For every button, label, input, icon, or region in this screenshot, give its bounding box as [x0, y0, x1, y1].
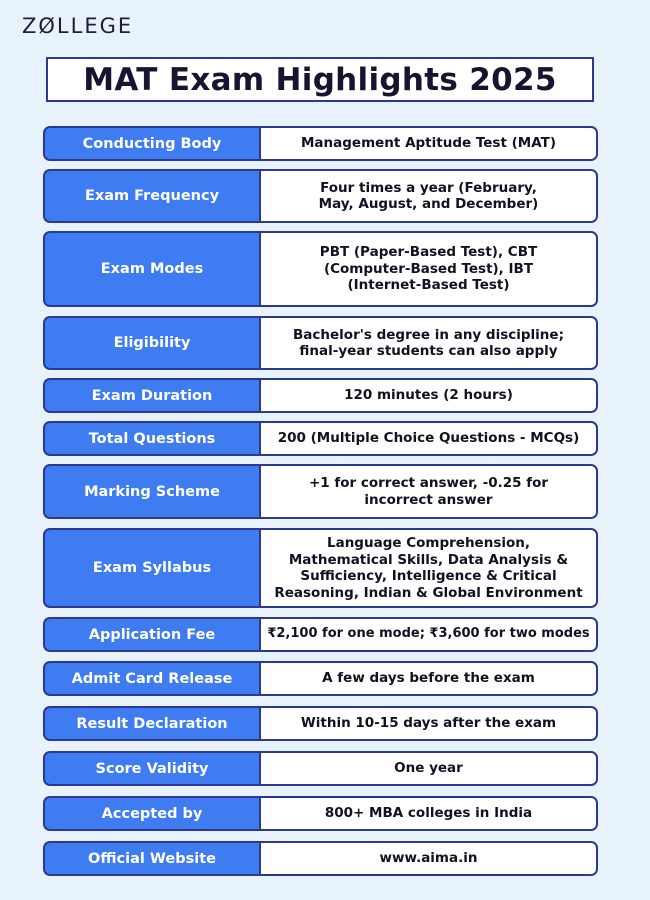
- row-value: Within 10-15 days after the exam: [259, 706, 598, 741]
- row-admit-card-release: [43, 661, 598, 696]
- row-label: Exam Syllabus: [43, 528, 259, 608]
- row-value: Language Comprehension, Mathematical Skills, Data Analysis & Sufficiency, Intelligence & Critical Reasoning, Indian & Global Environment: [259, 528, 598, 608]
- row-exam-duration: [43, 378, 598, 413]
- row-marking-scheme: [43, 464, 598, 519]
- row-label: Exam Modes: [43, 231, 259, 307]
- row-score-validity: [43, 751, 598, 786]
- row-label: Exam Duration: [43, 378, 259, 413]
- row-value: ₹2,100 for one mode; ₹3,600 for two modes: [259, 617, 598, 652]
- row-total-questions: [43, 421, 598, 456]
- zollege-logo: ZØLLEGE: [22, 14, 134, 38]
- row-application-fee: [43, 617, 598, 652]
- row-value: One year: [259, 751, 598, 786]
- row-exam-frequency: [43, 169, 598, 223]
- row-label: Accepted by: [43, 796, 259, 831]
- row-label: Conducting Body: [43, 126, 259, 161]
- row-exam-modes: [43, 231, 598, 307]
- row-label: Eligibility: [43, 316, 259, 370]
- row-value: 800+ MBA colleges in India: [259, 796, 598, 831]
- row-accepted-by: [43, 796, 598, 831]
- row-label: Result Declaration: [43, 706, 259, 741]
- row-value: +1 for correct answer, -0.25 for incorrect answer: [259, 464, 598, 519]
- title-banner: [46, 57, 594, 102]
- row-label: Exam Frequency: [43, 169, 259, 223]
- row-label: Score Validity: [43, 751, 259, 786]
- row-label: Admit Card Release: [43, 661, 259, 696]
- row-label: Total Questions: [43, 421, 259, 456]
- row-value: Four times a year (February, May, August, and December): [259, 169, 598, 223]
- row-value: 200 (Multiple Choice Questions - MCQs): [259, 421, 598, 456]
- row-exam-syllabus: [43, 528, 598, 608]
- row-value: www.aima.in: [259, 841, 598, 876]
- row-label: Application Fee: [43, 617, 259, 652]
- row-value: Bachelor's degree in any discipline; final-year students can also apply: [259, 316, 598, 370]
- row-result-declaration: [43, 706, 598, 741]
- row-conducting-body: [43, 126, 598, 161]
- row-value: A few days before the exam: [259, 661, 598, 696]
- page-title: MAT Exam Highlights 2025: [83, 61, 557, 98]
- row-value: PBT (Paper-Based Test), CBT (Computer-Based Test), IBT (Internet-Based Test): [259, 231, 598, 307]
- row-label: Marking Scheme: [43, 464, 259, 519]
- row-value: 120 minutes (2 hours): [259, 378, 598, 413]
- row-value: Management Aptitude Test (MAT): [259, 126, 598, 161]
- row-eligibility: [43, 316, 598, 370]
- row-official-website: [43, 841, 598, 876]
- row-label: Official Website: [43, 841, 259, 876]
